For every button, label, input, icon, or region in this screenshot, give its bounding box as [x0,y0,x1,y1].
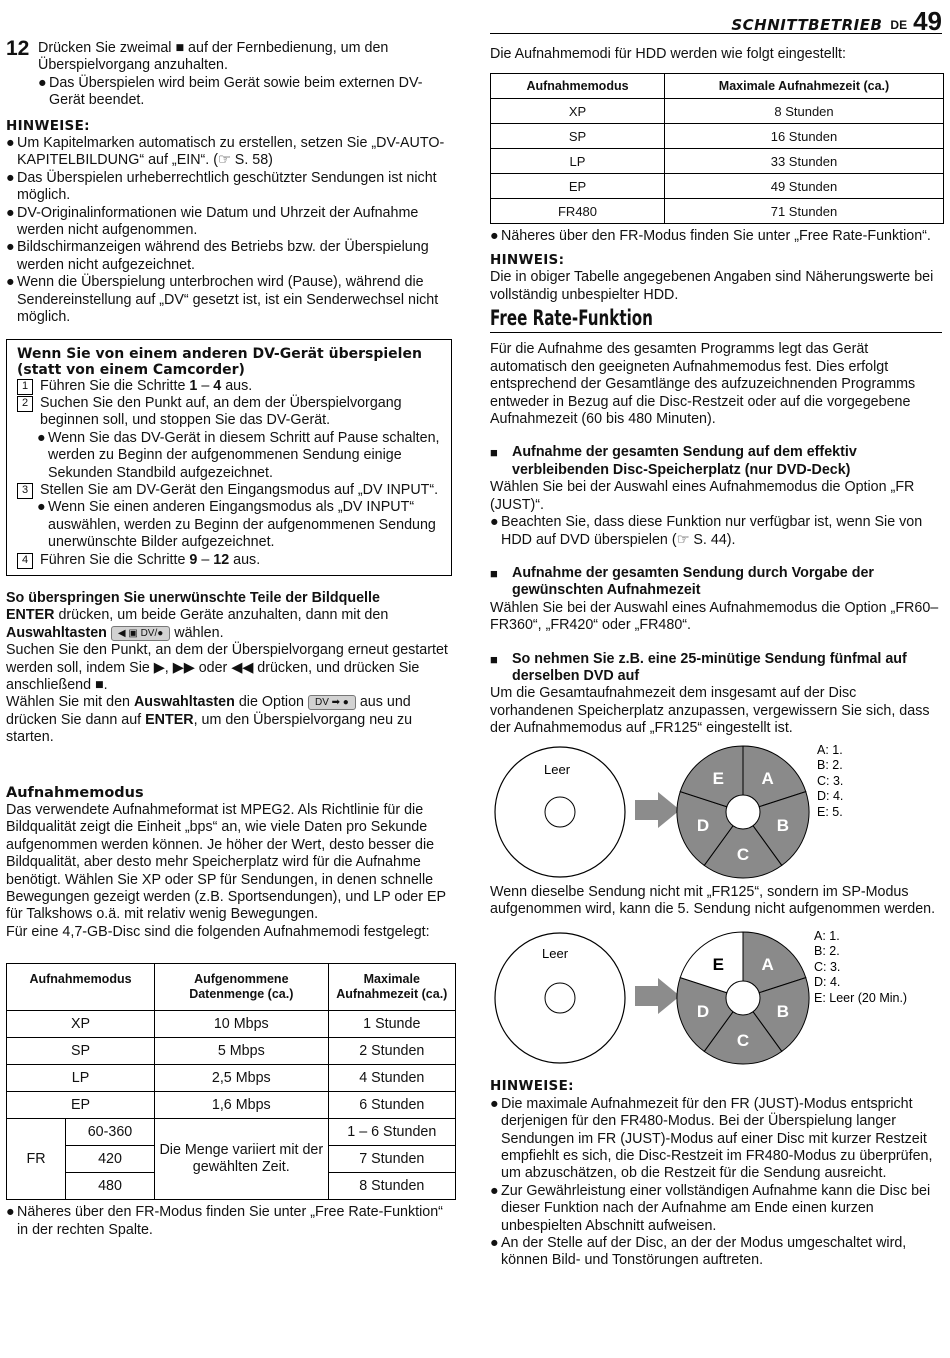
table-note: ● Näheres über den FR-Modus finden Sie unter „Free Rate-Funktion“ in der rechten Spalte. [6,1204,443,1238]
hdd-mode-table [490,73,944,224]
box-step-2: 2 Suchen Sie den Punkt auf, an dem der Überspielvorgang beginnen soll, und stoppen Sie das DV-Gerät. [17,395,441,430]
box-step-4: 4 Führen Sie die Schritte 9 – 12 aus. [17,552,441,569]
disc-diagram-fr125 [490,744,942,884]
legend-item: A: 1. [817,743,843,757]
section-title: SCHNITTBETRIEB [731,15,883,34]
notes-list [490,1096,942,1270]
right-column [490,40,942,1270]
table-row: XP 10 Mbps 1 Stunde [7,1011,456,1038]
legend-item: C: 3. [817,773,844,788]
table-row: LP 33 Stunden [491,149,944,174]
title-rule [490,332,942,333]
page-header [731,6,942,34]
box-step-3: 3 Stellen Sie am DV-Gerät den Eingangsmodus auf „DV INPUT“. [17,482,441,499]
skip-p2: Suchen Sie den Punkt, an dem der Überspielvorgang erneut gestartet werden soll, indem Sie ▶, ▶▶ oder ◀◀ drücken, und drücken Sie anschließend ■. [6,642,448,693]
legend-item: D: 4. [814,975,841,990]
subsection-3-text: Um die Gesamtaufnahmezeit dem insgesamt auf der Disc vorhandenen Speicherplatz anzupassen, vergewissern Sie sich, dass der Aufnahmemodus auf „FR125“ eingestellt ist. [490,685,930,737]
table-header: Aufnahmemodus [7,964,155,1011]
disc-hole [726,795,760,829]
note-item: ● Die maximale Aufnahmezeit für den FR (JUST)-Modus entspricht derjenigen für den FR480-Modus. Bei der Überspielung langer Sendungen im FR (JUST)-Modus auf einer Disc mit kurzer Restzeit empfiehlt es sich, die Disc-Restzeit im FR480-Modus zu überprüfen, um abzuschätzen, ob die Restzeit für die Sendung ausreicht. [490,1095,933,1182]
aufnahmemodus-section [6,785,456,942]
notes-heading: HINWEISE: [6,117,90,134]
legend-item: C: 3. [814,960,841,975]
note-item: ● Bildschirmanzeigen während des Betriebs bzw. der Überspielung werden nicht aufgezeichnet. [6,239,429,273]
header-rule [490,33,942,34]
subsection-1-bullet: ● Beachten Sie, dass diese Funktion nur verfügbar ist, wenn Sie von HDD auf DVD überspielen (☞ S. 44). [490,514,923,548]
box-title: Wenn Sie von einem anderen DV-Gerät überspielen (statt von einem Camcorder) [17,345,422,378]
table-row: EP 1,6 Mbps 6 Stunden [7,1092,456,1119]
disc-hole [545,797,575,827]
segment-label: A [761,955,774,975]
hdd-note: ● Näheres über den FR-Modus finden Sie unter „Free Rate-Funktion“. [490,228,931,245]
box-step-3-bullet: ● Wenn Sie einen anderen Eingangsmodus als „DV INPUT“ auswählen, werden zu Beginn der aufgenommenen Sendung unerwünschte Bilder aufgezeichnet. [37,499,436,551]
empty-disc-label: Leer [544,761,571,777]
language-code: DE [890,17,908,32]
segment-label: B [776,1002,790,1022]
subsection-2-heading: ■ Aufnahme der gesamten Sendung durch Vorgabe der gewünschten Aufnahmezeit [490,564,874,599]
disc-legend [817,744,843,819]
table-row: FR480 71 Stunden [491,199,944,224]
segment-label: E [712,955,724,975]
legend-item: B: 2. [817,757,843,772]
page-number: 49 [913,6,942,36]
free-rate-intro: Für die Aufnahme des gesamten Programms legt das Gerät automatisch den geeigneten Aufnahmemodus fest. Dies erfolgt entsprechend der Gesamtlänge des aufzuzeichnenden Programms entweder in Bezug auf die Disc-Restzeit oder auf die vorgegebene Aufnahmezeit (60 bis 480 Minuten). [490,341,916,428]
table-row: SP 5 Mbps 2 Stunden [7,1038,456,1065]
aufnahmemodus-p2: Für eine 4,7-GB-Disc sind die folgenden Aufnahmemodi festgelegt: [6,923,430,940]
arrow-icon [635,792,680,828]
note-item: ● An der Stelle auf der Disc, an der der Modus umgeschaltet wird, können Bild- und Tonstörungen auftreten. [490,1235,907,1269]
free-rate-title: Free Rate-Funktion [490,306,653,331]
legend-item: D: 4. [817,788,844,803]
legend-item: A: 1. [814,930,840,944]
aufnahmemodus-p1: Das verwendete Aufnahmeformat ist MPEG2. Als Richtlinie für die Bildqualität zeigt die Einheit „bps“ an, wie viele Daten pro Sekunde aufgenommen werden können. Je höher der Wert, desto besser die Bildqualität, aber desto mehr Speicherplatz wird für die Aufnahme benötigt. Wählen Sie XP oder SP für Sendungen, in denen schnelle Bewegungen gezeigt werden (z.B. Sportsendungen), und LP oder EP für Talkshows o.ä. mit relativ wenig Bewegungen. [6,802,446,923]
step-bullet: ● Das Überspielen wird beim Gerät sowie beim externen DV-Gerät beendet. [38,74,423,109]
subsection-1-heading: ■ Aufnahme der gesamten Sendung auf dem effektiv verbleibenden Disc-Speicherplatz (nur DVD-Deck) [490,444,857,478]
skip-p3: Wählen Sie mit den Auswahltasten die Option DV ➡ ● aus und drücken Sie dann auf ENTER, um den Überspielvorgang neu zu starten. [6,694,413,746]
skip-p1: ENTER drücken, um beide Geräte anzuhalten, dann mit den Auswahltasten ◀ ▣ DV/● wählen. [6,607,389,641]
notes-heading: HINWEISE: [490,1078,574,1095]
box-step-1: 1 Führen Sie die Schritte 1 – 4 aus. [17,378,441,395]
hinweis-heading: HINWEIS: [490,251,565,268]
table-header: Maximale Aufnahmezeit (ca.) [328,964,455,1011]
empty-disc-label: Leer [542,946,569,962]
sp-mode-text: Wenn dieselbe Sendung nicht mit „FR125“, sondern im SP-Modus aufgenommen wird, kann die 5. Sendung nicht aufgenommen werden. [490,883,936,917]
aufnahmemodus-heading: Aufnahmemodus [6,784,144,801]
note-item: ● Das Überspielen urheberrechtlich geschützter Sendungen ist nicht möglich. [6,169,437,204]
segment-label: D [696,1002,710,1022]
disc-hole [545,983,575,1013]
segment-label: E [712,768,724,788]
step-12 [6,37,456,110]
table-row: SP 16 Stunden [491,124,944,149]
segment-label: C [736,1031,750,1051]
legend-item: E: Leer (20 Min.) [814,991,908,1006]
table-row: EP 49 Stunden [491,174,944,199]
table-row: 480 8 Stunden [7,1173,456,1200]
table-header: Aufnahmemodus [491,74,665,99]
box-step-2-bullet: ● Wenn Sie das DV-Gerät in diesem Schritt auf Pause schalten, werden zu Beginn der aufgenommenen Sendung einige Sekunden Standbild aufgezeichnet. [37,429,440,481]
disc-diagram-sp [490,930,942,1070]
legend-item: E: 5. [817,804,843,819]
note-item: ● DV-Originalinformationen wie Datum und Uhrzeit der Aufnahme werden nicht aufgenommen. [6,204,419,239]
subsection-1-text: Wählen Sie bei der Auswahl eines Aufnahmemodus die Option „FR (JUST)“. [490,479,915,513]
note-item: ● Wenn die Überspielung unterbrochen wird (Pause), während die Sendereinstellung auf „DV“ gesetzt ist, ist ein Senderwechsel nicht möglich. [6,274,439,326]
note-item: ● Zur Gewährleistung einer vollständigen Aufnahme kann die Disc bei dieser Funktion nach der Aufnahme am Ende einen kurzen unbespielten Abschnitt aufweisen. [490,1182,931,1234]
segment-label: C [736,844,750,864]
dv-to-disc-option-icon: DV ➡ ● [308,695,356,710]
arrow-icon [635,978,680,1014]
recording-mode-table [6,963,456,1200]
recorded-disc [677,746,809,878]
step-number: 12 [6,37,30,60]
subsection-3-heading: ■ So nehmen Sie z.B. eine 25-minütige Sendung fünfmal auf derselben DVD auf [490,650,907,684]
selection-keys-icon: ◀ ▣ DV/● [111,626,170,641]
subsection-2-text: Wählen Sie bei der Auswahl eines Aufnahmemodus die Option „FR60–FR360“, „FR420“ oder „FR480“. [490,599,939,634]
skip-section [6,590,456,747]
recorded-disc [677,932,809,1064]
table-row: XP 8 Stunden [491,99,944,124]
table-row: LP 2,5 Mbps 4 Stunden [7,1065,456,1092]
table-row: FR 60-360 Die Menge variiert mit der gewählten Zeit. 1 – 6 Stunden [7,1119,456,1146]
disc-legend [814,930,907,1005]
notes-list [6,135,456,326]
hdd-intro: Die Aufnahmemodi für HDD werden wie folgt eingestellt: [490,46,847,62]
disc-hole [726,981,760,1015]
note-item: ● Um Kapitelmarken automatisch zu erstellen, setzen Sie „DV-AUTO-KAPITELBILDUNG“ auf „EIN“. (☞ S. 58) [6,135,445,169]
segment-label: A [761,768,774,788]
table-row: 420 7 Stunden [7,1146,456,1173]
segment-label: D [696,815,710,835]
free-rate-heading-wrap [490,306,942,333]
table-header: Aufgenommene Datenmenge (ca.) [155,964,329,1011]
skip-heading: So überspringen Sie unerwünschte Teile der Bildquelle [6,589,380,606]
left-column [6,37,456,1239]
segment-label: B [776,815,790,835]
step-text: Drücken Sie zweimal ■ auf der Fernbedienung, um den Überspielvorgang anzuhalten. [38,40,389,74]
table-header: Maximale Aufnahmezeit (ca.) [665,74,944,99]
dv-device-box [6,339,452,576]
hinweis-text: Die in obiger Tabelle angegebenen Angaben sind Näherungswerte bei vollständig unbespielter HDD. [490,269,934,303]
legend-item: B: 2. [814,944,840,959]
